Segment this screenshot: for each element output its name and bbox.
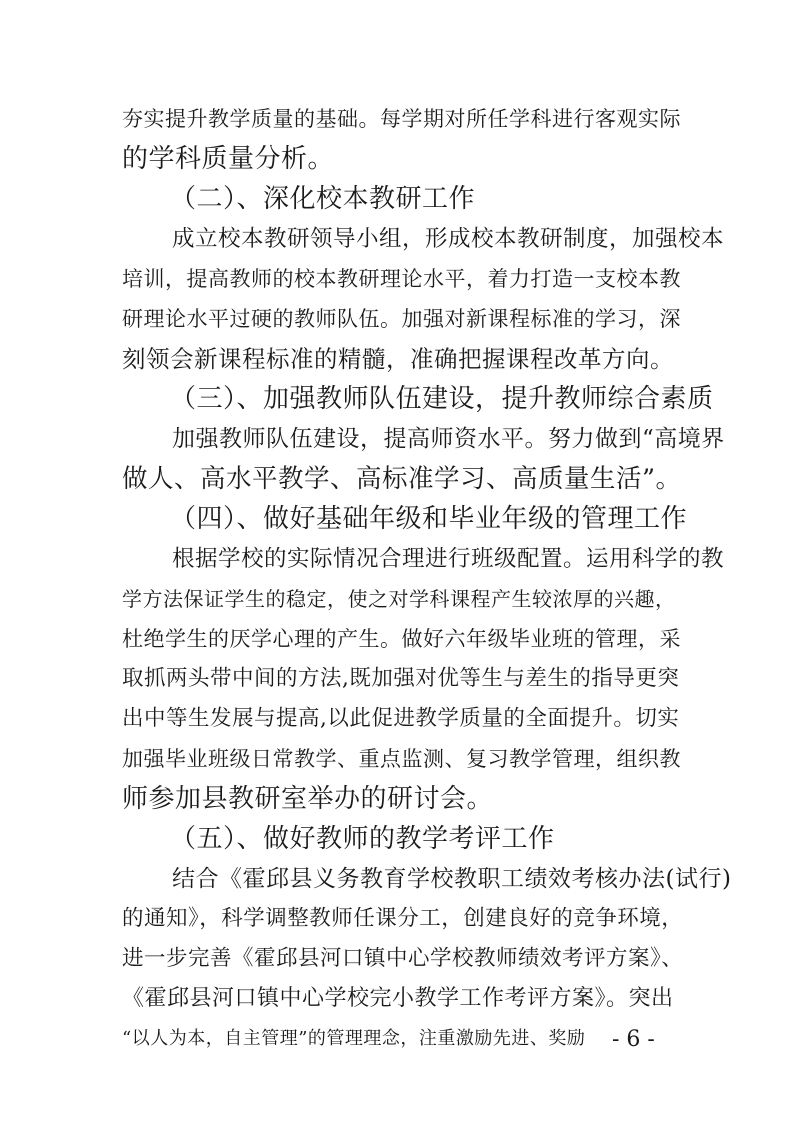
paragraph-line: 的通知》，科学调整教师任课分工，创建良好的竞争环境， [122, 906, 684, 931]
paragraph-line: 加强毕业班级日常教学、重点监测、复习教学管理，组织教 [122, 747, 681, 771]
paragraph-line: 做人、高水平教学、高标准学习、高质量生活”。 [122, 464, 682, 494]
section-heading: （二）、深化校本教研工作 [170, 184, 476, 214]
paragraph-line: 出中等生发展与提高,以此促进教学质量的全面提升。切实 [122, 706, 680, 731]
section-heading: （四）、做好基础年级和毕业年级的管理工作 [170, 504, 688, 534]
paragraph-line: 夯实提升教学质量的基础。每学期对所任学科进行客观实际 [122, 107, 681, 131]
paragraph-line: 的学科质量分析。 [122, 144, 335, 174]
paragraph-line: 培训，提高教师的校本教研理论水平，着力打造一支校本教 [122, 267, 681, 291]
page-number: - 6 - [612, 1027, 655, 1052]
paragraph-line: 进一步完善《霍邱县河口镇中心学校教师绩效考评方案》、 [122, 946, 684, 971]
paragraph-line: 根据学校的实际情况合理进行班级配置。运用科学的教 [172, 546, 725, 572]
paragraph-line: 学方法保证学生的稳定，使之对学科课程产生较浓厚的兴趣， [122, 587, 676, 611]
paragraph-line: 加强教师队伍建设，提高师资水平。努力做到“高境界 [172, 426, 725, 452]
section-heading: （三）、加强教师队伍建设，提升教师综合素质 [170, 384, 714, 414]
section-heading: （五）、做好教师的教学考评工作 [170, 824, 555, 854]
paragraph-line: 师参加县教研室举办的研讨会。 [122, 784, 494, 814]
paragraph-line: 杜绝学生的厌学心理的产生。做好六年级毕业班的管理，采 [122, 627, 681, 651]
paragraph-line: 取抓两头带中间的方法,既加强对优等生与差生的指导更突 [122, 666, 680, 691]
paragraph-line: 《霍邱县河口镇中心学校完小教学工作考评方案》。突出 [122, 986, 674, 1011]
paragraph-line: 成立校本教研领导小组，形成校本教研制度，加强校本 [172, 226, 725, 252]
paragraph-line: 研理论水平过硬的教师队伍。加强对新课程标准的学习，深 [122, 307, 681, 331]
paragraph-line: “以人为本，自主管理”的管理理念，注重激励先进、奖励 [122, 1028, 586, 1049]
paragraph-line: 刻领会新课程标准的精髓，准确把握课程改革方向。 [122, 345, 674, 373]
paragraph-line: 结合《霍邱县义务教育学校教职工绩效考核办法(试行) [172, 866, 732, 892]
